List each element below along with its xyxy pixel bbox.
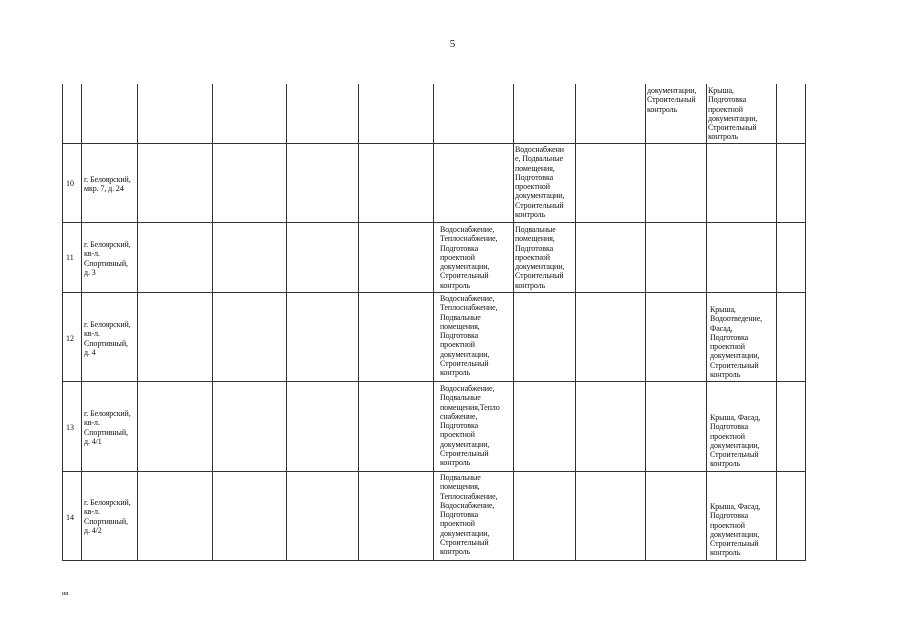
table-rule bbox=[137, 84, 138, 561]
table-rule bbox=[433, 84, 434, 561]
table-rule bbox=[358, 84, 359, 561]
table-cell: Подвальные помещения, Теплоснабжение, Водоснабжение, Подготовка проектной документации, Строительный контроль bbox=[440, 473, 498, 557]
table-cell: Водоснабжени е, Подвальные помещения, Подготовка проектной документации, Строительный контроль bbox=[515, 145, 565, 220]
table-cell: Крыша, Водоотведение, Фасад, Подготовка проектной документации, Строительный контроль bbox=[710, 305, 763, 380]
address-cell: г. Белоярский, кв-л. Спортивный, д. 4 bbox=[84, 320, 131, 357]
row-number: 11 bbox=[66, 253, 74, 262]
table-rule bbox=[805, 84, 806, 561]
table-rule bbox=[62, 84, 63, 561]
table-cell: Крыша, Фасад, Подготовка проектной документации, Строительный контроль bbox=[710, 413, 761, 469]
table-cell: Водоснабжение, Теплоснабжение, Подготовка проектной документации, Строительный контроль bbox=[440, 225, 498, 290]
row-number: 10 bbox=[66, 179, 74, 188]
table-rule bbox=[645, 84, 646, 561]
row-number: 12 bbox=[66, 334, 74, 343]
footer-mark: ии bbox=[62, 591, 69, 597]
address-cell: г. Белоярский, мкр. 7, д. 24 bbox=[84, 175, 131, 194]
table-rule bbox=[286, 84, 287, 561]
row-number: 13 bbox=[66, 423, 74, 432]
table-rule bbox=[575, 84, 576, 561]
table-rule bbox=[81, 84, 82, 561]
row-number: 14 bbox=[66, 513, 74, 522]
table-cell: Водоснабжение, Теплоснабжение, Подвальные помещения, Подготовка проектной документации, Строительный контроль bbox=[440, 294, 498, 378]
table-cell: Крыша, Фасад, Подготовка проектной документации, Строительный контроль bbox=[710, 502, 761, 558]
table-rule bbox=[706, 84, 707, 561]
table-cell: документации, Строительный контроль bbox=[647, 86, 697, 114]
table-cell: Крыша, Подготовка проектной документации, Строительный контроль bbox=[708, 86, 758, 142]
page-number: 5 bbox=[449, 38, 456, 50]
table-rule bbox=[212, 84, 213, 561]
table-rule bbox=[776, 84, 777, 561]
address-cell: г. Белоярский, кв-л. Спортивный, д. 4/1 bbox=[84, 409, 131, 446]
table-cell: Водоснабжение, Подвальные помещения,Тепло снабжение, Подготовка проектной документации, Строительный контроль bbox=[440, 384, 500, 468]
address-cell: г. Белоярский, кв-л. Спортивный, д. 3 bbox=[84, 240, 131, 277]
table-cell: Подвальные помещения, Подготовка проектной документации, Строительный контроль bbox=[515, 225, 565, 290]
address-cell: г. Белоярский, кв-л. Спортивный, д. 4/2 bbox=[84, 498, 131, 535]
table-rule bbox=[513, 84, 514, 561]
